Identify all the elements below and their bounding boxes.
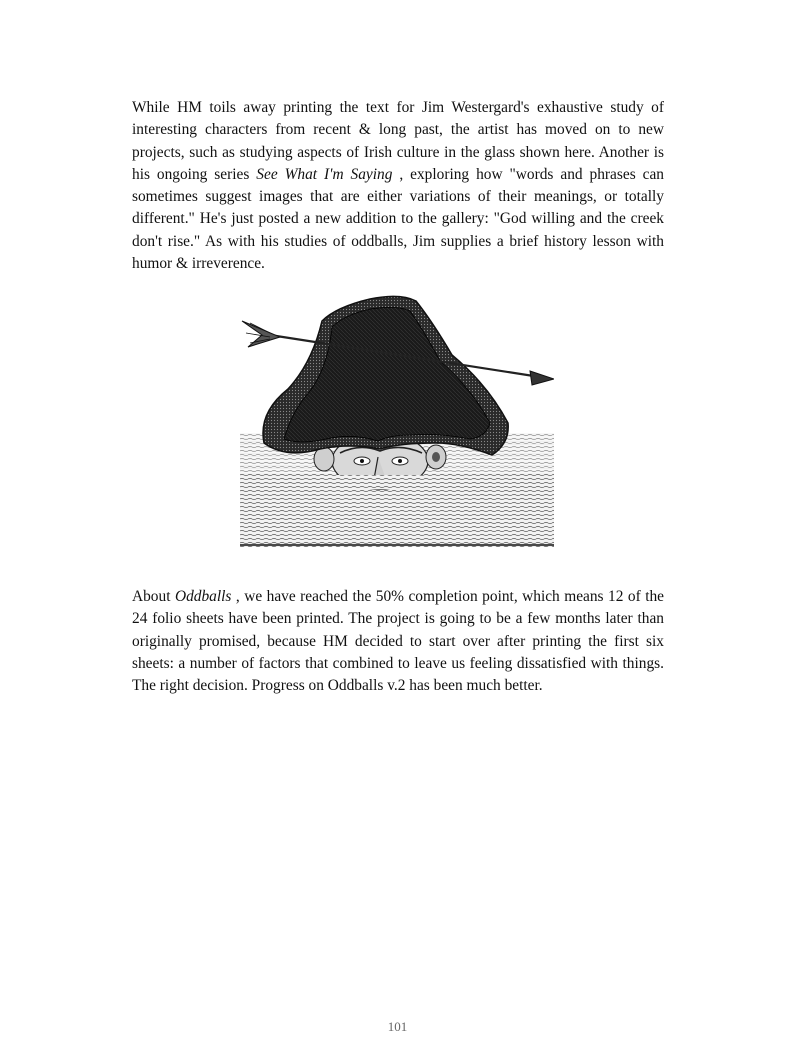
paragraph-intro xyxy=(132,97,664,275)
hat-arrow-creek-image xyxy=(240,293,554,547)
paragraph-progress-text-b: , we have reached the 50% completion point, which means 12 of the 24 folio sheets have been printed. The project is going to be a few months later than originally promised, because HM decided to start over after printing the first six sheets: a number of factors that combined to leave us feeling dissatisfied with things. The right decision. Progress on Oddballs v.2 has been much better. xyxy=(132,588,664,695)
series-title: See What I'm Saying xyxy=(256,165,393,183)
engraving-illustration xyxy=(240,293,554,547)
paragraph-intro-text-b: , exploring how "words and phrases can sometimes suggest images that are either variations of their meanings, or totally different." He's just posted a new addition to the gallery: "God willing and the creek don't rise." As with his studies of oddballs, Jim supplies a brief history lesson with humor & irreverence. xyxy=(132,165,664,273)
paragraph-progress-text-a: About xyxy=(132,588,175,605)
tricorn-hat xyxy=(263,296,508,455)
book-title: Oddballs xyxy=(174,588,232,605)
paragraph-intro-text-a: While HM toils away printing the text for Jim Westergard's exhaustive study of interesting characters from recent & long past, the artist has moved on to new projects, such as studying aspects of Irish culture in the glass shown here. Another is his ongoing series xyxy=(132,99,664,183)
page-number: 101 xyxy=(387,1019,408,1034)
paragraph-progress xyxy=(132,586,664,697)
